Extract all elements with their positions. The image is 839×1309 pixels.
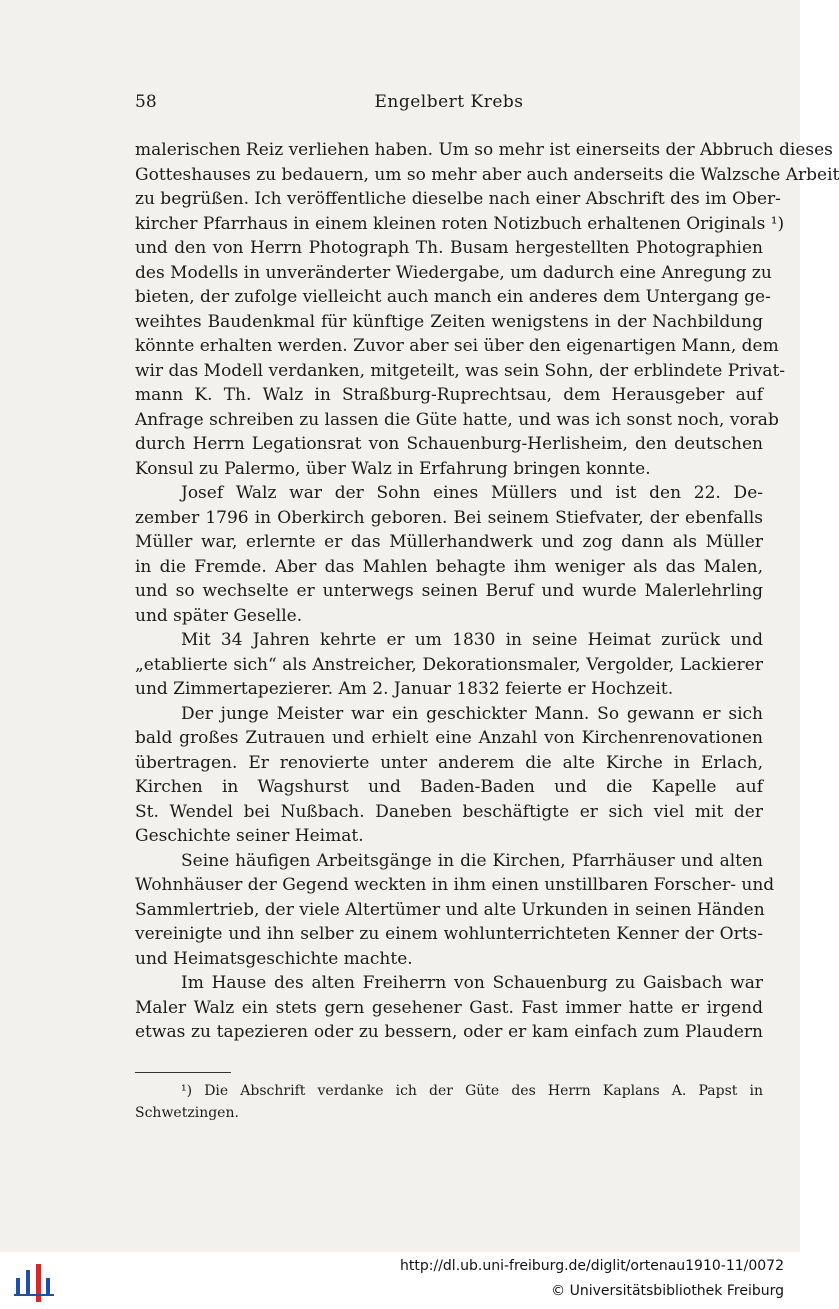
permalink-url[interactable]: http://dl.ub.uni-freiburg.de/diglit/ortenau1910-11/0072	[400, 1258, 784, 1274]
text-line: des Modells in unveränderter Wiedergabe, um dadurch eine Anregung zu	[135, 262, 772, 283]
text-line: Der junge Meister war ein geschickter Mann. So gewann er sich	[181, 703, 763, 724]
text-line: Müller war, erlernte er das Müllerhandwerk und zog dann als Müller	[135, 532, 763, 552]
text-line: Seine häufigen Arbeitsgänge in die Kirchen, Pfarrhäuser und alten	[181, 850, 763, 871]
footnote-rule	[135, 1072, 231, 1073]
text-line: und Zimmertapezierer. Am 2. Januar 1832 feierte er Hochzeit.	[135, 679, 674, 699]
text-line: malerischen Reiz verliehen haben. Um so mehr ist einerseits der Abbruch dieses	[135, 140, 833, 160]
text-line: vereinigte und ihn selber zu einem wohlunterrichteten Kenner der Orts-	[135, 924, 763, 944]
text-line: „etablierte sich“ als Anstreicher, Dekorationsmaler, Vergolder, Lackierer	[135, 654, 763, 675]
footnote-line: ¹) Die Abschrift verdanke ich der Güte des Herrn Kaplans A. Papst in	[181, 1083, 763, 1099]
text-line: zember 1796 in Oberkirch geboren. Bei seinem Stiefvater, der ebenfalls	[135, 507, 763, 528]
paragraph	[135, 628, 763, 702]
body-text	[135, 138, 839, 1045]
running-title: Engelbert Krebs	[374, 92, 524, 112]
text-line: und so wechselte er unterwegs seinen Beruf und wurde Malerlehrling	[135, 581, 763, 601]
text-line: etwas zu tapezieren oder zu bessern, oder er kam einfach zum Plaudern	[135, 1022, 763, 1042]
text-line: Geschichte seiner Heimat.	[135, 826, 364, 846]
page-number: 58	[135, 92, 157, 112]
copyright-notice: © Universitätsbibliothek Freiburg	[551, 1283, 784, 1299]
text-line: kircher Pfarrhaus in einem kleinen roten Notizbuch erhaltenen Originals ¹)	[135, 213, 785, 234]
paragraph	[135, 702, 763, 849]
text-line: weihtes Baudenkmal für künftige Zeiten wenigstens in der Nachbildung	[135, 311, 763, 332]
paragraph	[135, 849, 775, 972]
text-line: Anfrage schreiben zu lassen die Güte hatte, und was ich sonst noch, vorab	[135, 409, 779, 430]
viewer-footer	[0, 1252, 800, 1309]
footnote-line: Schwetzingen.	[135, 1105, 239, 1121]
running-head	[135, 92, 763, 116]
paragraph	[135, 138, 839, 481]
text-line: und später Geselle.	[135, 605, 303, 626]
text-line: Konsul zu Palermo, über Walz in Erfahrung bringen konnte.	[135, 458, 651, 479]
text-line: Wohnhäuser der Gegend weckten in ihm einen unstillbaren Forscher- und	[135, 875, 775, 895]
text-line: St. Wendel bei Nußbach. Daneben beschäftigte er sich viel mit der	[135, 801, 763, 822]
text-line: durch Herrn Legationsrat von Schauenburg-Herlisheim, den deutschen	[135, 434, 763, 454]
text-line: Gotteshauses zu bedauern, um so mehr aber auch anderseits die Walzsche Arbeit	[135, 164, 839, 185]
text-line: Kirchen in Wagshurst und Baden-Baden und die Kapelle auf	[135, 777, 763, 797]
text-line: bieten, der zufolge vielleicht auch manch ein anderes dem Untergang ge-	[135, 287, 771, 307]
text-line: könnte erhalten werden. Zuvor aber sei über den eigenartigen Mann, dem	[135, 336, 779, 356]
text-line: mann K. Th. Walz in Straßburg-Ruprechtsau, dem Herausgeber auf	[135, 385, 763, 405]
text-line: bald großes Zutrauen und erhielt eine Anzahl von Kirchenrenovationen	[135, 728, 763, 748]
text-line: übertragen. Er renovierte unter anderem die alte Kirche in Erlach,	[135, 752, 763, 773]
text-line: Im Hause des alten Freiherrn von Schauenburg zu Gaisbach war	[181, 973, 763, 993]
paragraph	[135, 481, 763, 628]
text-line: Mit 34 Jahren kehrte er um 1830 in seine Heimat zurück und	[181, 630, 763, 650]
paragraph	[135, 971, 763, 1045]
text-line: zu begrüßen. Ich veröffentliche dieselbe nach einer Abschrift des im Ober-	[135, 189, 781, 209]
ub-freiburg-logo-icon	[14, 1260, 54, 1304]
text-line: Maler Walz ein stets gern gesehener Gast. Fast immer hatte er irgend	[135, 997, 763, 1018]
text-line: und Heimatsgeschichte machte.	[135, 948, 413, 969]
text-line: und den von Herrn Photograph Th. Busam hergestellten Photographien	[135, 238, 763, 258]
text-line: Josef Walz war der Sohn eines Müllers und ist den 22. De-	[181, 483, 763, 503]
footnote	[135, 1080, 763, 1124]
text-line: Sammlertrieb, der viele Altertümer und alte Urkunden in seinen Händen	[135, 899, 765, 920]
text-line: wir das Modell verdanken, mitgeteilt, was sein Sohn, der erblindete Privat-	[135, 360, 786, 381]
text-line: in die Fremde. Aber das Mahlen behagte ihm weniger als das Malen,	[135, 556, 763, 577]
